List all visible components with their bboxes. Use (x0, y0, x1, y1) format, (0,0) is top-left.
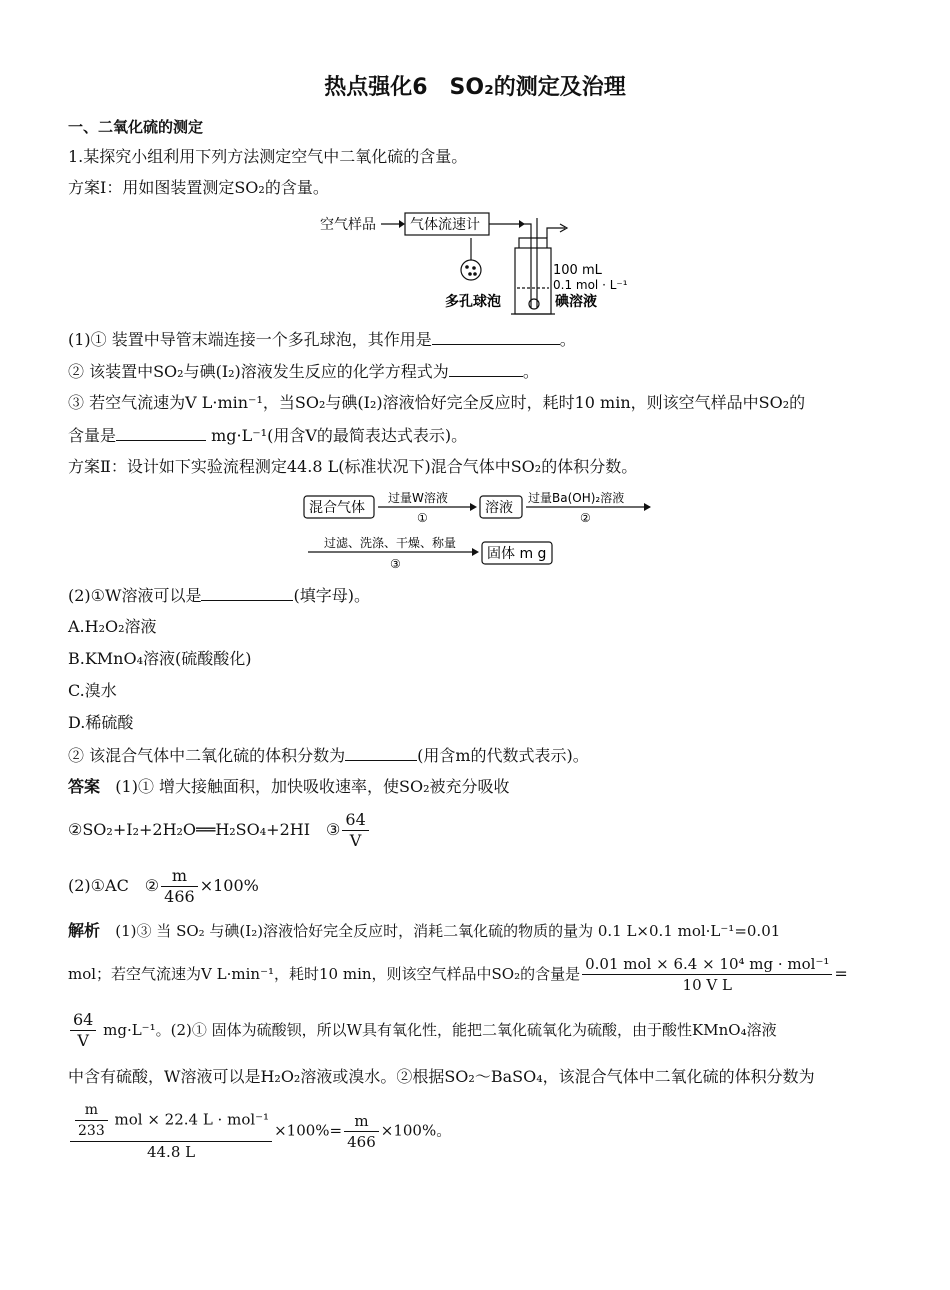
answer-blank[interactable] (116, 424, 206, 441)
compound-fraction (70, 1100, 272, 1162)
analysis-line-4: 中含有硫酸，W溶液可以是H₂O₂溶液或溴水。②根据SO₂～BaSO₄，该混合气体中二氧化硫的体积分数为 (68, 1067, 815, 1086)
compound-numerator (70, 1100, 272, 1142)
step-1-number: ① (417, 511, 428, 525)
question-1-1-b (68, 360, 539, 383)
analysis-1-text: (1)③ 当 SO₂ 与碘(I₂)溶液恰好完全反应时，消耗二氧化硫的物质的量为 0.1 L×0.1 mol·L⁻¹=0.01 (115, 922, 781, 940)
step-3-number: ③ (390, 557, 401, 571)
question-2-b (68, 744, 589, 767)
solution-label: 溶液 (485, 500, 513, 516)
analysis-label: 解析 (68, 921, 101, 940)
answer-1-text: (1)① 增大接触面积，加快吸收速率，使SO₂被充分吸收 (115, 777, 510, 796)
iodine-label: 碘溶液 (555, 294, 597, 310)
answer-blank[interactable] (345, 744, 417, 761)
analysis-line-2 (68, 954, 848, 995)
flow-diagram (300, 490, 660, 572)
analysis-3-text: mg·L⁻¹。(2)① 固体为硫酸钡，所以W具有氧化性，能把二氧化硫氧化为硫酸，由于酸性KMnO₄溶液 (98, 1021, 777, 1039)
scheme-1: 方案Ⅰ：用如图装置测定SO₂的含量。 (68, 178, 329, 197)
denominator: 466 (164, 887, 195, 906)
option-a: A.H₂O₂溶液 (68, 617, 157, 636)
punctuation: 。 (522, 362, 539, 381)
question-2-a (68, 584, 370, 607)
answer-blank[interactable] (432, 328, 560, 345)
equals-sign: = (834, 964, 848, 983)
denominator: 233 (78, 1123, 105, 1139)
numerator: 64 (342, 810, 368, 831)
q2-a-text-end: (填字母)。 (293, 586, 370, 605)
punctuation: 。 (559, 330, 576, 349)
concentration-label: 0.1 mol · L⁻¹ (553, 278, 628, 292)
volume-label: 100 mL (553, 263, 602, 278)
q1-1-c-text: 含量是 (68, 426, 117, 445)
analysis-line-1 (68, 920, 780, 942)
step-3-label: 过滤、洗涤、干燥、称量 (324, 536, 457, 550)
air-sample-label: 空气样品 (320, 217, 376, 233)
analysis-2-text: mol；若空气流速为V L·min⁻¹，耗时10 min，则该空气样品中SO₂的含量是 (68, 965, 581, 983)
numerator: m (75, 1100, 108, 1121)
mixed-gas-label: 混合气体 (309, 500, 365, 516)
answer-line-2 (68, 810, 371, 851)
analysis-5-end: ×100%。 (380, 1121, 452, 1140)
analysis-line-5 (68, 1100, 451, 1162)
numerator-rest: mol × 22.4 L · mol⁻¹ (109, 1110, 270, 1129)
question-1-1-c-line2 (68, 424, 467, 447)
section-heading: 一、二氧化硫的测定 (68, 118, 204, 136)
q1-1-c-text-end: mg·L⁻¹(用含V的最简表达式表示)。 (206, 426, 468, 445)
question-1-1-c-line1: ③ 若空气流速为V L·min⁻¹，当SO₂与碘(I₂)溶液恰好完全反应时，耗时10 min，则该空气样品中SO₂的 (68, 393, 806, 412)
denominator: 10 V L (682, 976, 732, 994)
apparatus-diagram (315, 208, 645, 320)
step-1-label: 过量W溶液 (388, 491, 448, 505)
denominator: V (77, 1031, 89, 1050)
answer-blank[interactable] (201, 584, 293, 601)
inner-fraction (75, 1100, 108, 1141)
q2-a-text: (2)①W溶液可以是 (68, 586, 202, 605)
analysis-line-3 (68, 1010, 777, 1051)
answer-line-1 (68, 776, 510, 798)
fraction (582, 954, 832, 995)
numerator: m (344, 1111, 379, 1132)
fraction (344, 1111, 379, 1152)
analysis-5-mid: ×100%= (274, 1121, 343, 1140)
numerator: m (161, 866, 198, 887)
fraction (70, 1010, 96, 1051)
q2-b-text-end: (用含m的代数式表示)。 (417, 746, 589, 765)
numerator: 0.01 mol × 6.4 × 10⁴ mg · mol⁻¹ (582, 954, 832, 975)
solid-label: 固体 m g (487, 546, 547, 562)
question-1-1-a (68, 328, 576, 351)
answer-3-text: (2)①AC ② (68, 876, 160, 895)
bubbler-icon (461, 238, 481, 280)
q1-1-a-text: (1)① 装置中导管末端连接一个多孔球泡，其作用是 (68, 330, 432, 349)
answer-2-text: ②SO₂+I₂+2H₂O══H₂SO₄+2HI ③ (68, 820, 341, 839)
fraction (342, 810, 368, 851)
fraction (161, 866, 198, 907)
numerator: 64 (70, 1010, 96, 1031)
page-title: 热点强化6 SO₂的测定及治理 (324, 75, 626, 100)
option-c: C.溴水 (68, 681, 117, 700)
denominator: V (349, 831, 362, 850)
q2-b-text: ② 该混合气体中二氧化硫的体积分数为 (68, 746, 346, 765)
answer-line-3 (68, 866, 259, 907)
scheme-2: 方案Ⅱ：设计如下实验流程测定44.8 L(标准状况下)混合气体中SO₂的体积分数。 (68, 457, 638, 476)
denominator: 44.8 L (146, 1143, 196, 1161)
step-2-number: ② (580, 511, 591, 525)
answer-blank[interactable] (449, 360, 523, 377)
q1-1-b-text: ② 该装置中SO₂与碘(I₂)溶液发生反应的化学方程式为 (68, 362, 449, 381)
answer-label: 答案 (68, 777, 101, 796)
option-b: B.KMnO₄溶液(硫酸酸化) (68, 649, 252, 668)
bubbler-label: 多孔球泡 (445, 294, 501, 310)
question-1-intro: 1.某探究小组利用下列方法测定空气中二氧化硫的含量。 (68, 147, 468, 166)
answer-3-text-end: ×100% (199, 876, 259, 895)
option-d: D.稀硫酸 (68, 713, 134, 732)
flowmeter-label: 气体流速计 (410, 217, 480, 233)
step-2-label: 过量Ba(OH)₂溶液 (528, 491, 625, 505)
denominator: 466 (347, 1132, 376, 1151)
